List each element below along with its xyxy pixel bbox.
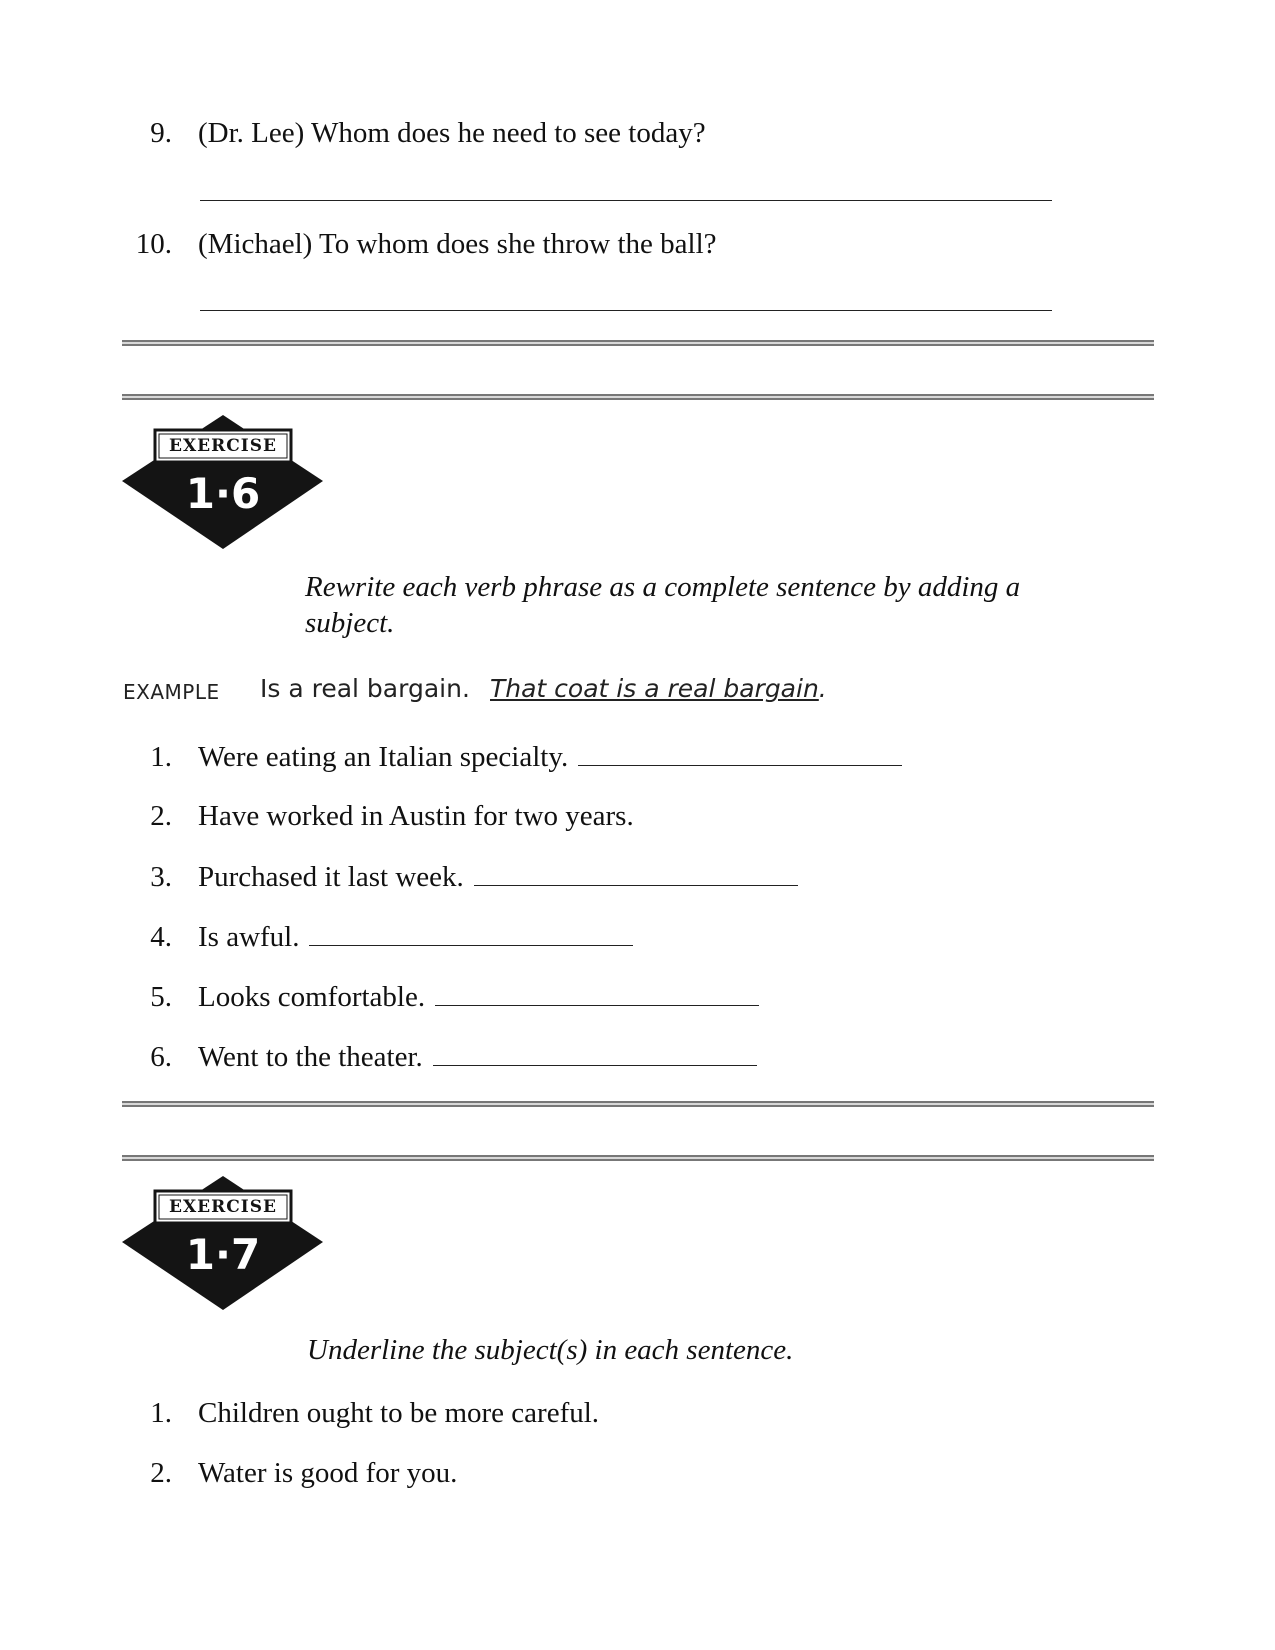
item-text bbox=[198, 921, 633, 954]
item-text bbox=[198, 981, 759, 1014]
item-label: Is awful. bbox=[198, 921, 300, 953]
item-number: 3. bbox=[150, 861, 172, 893]
item-label: Purchased it last week. bbox=[198, 861, 464, 893]
example-label: EXAMPLE bbox=[123, 680, 220, 704]
answer-line[interactable] bbox=[200, 310, 1052, 311]
item-text: Children ought to be more careful. bbox=[198, 1397, 600, 1429]
answer-blank[interactable] bbox=[309, 944, 633, 946]
example-answer-text: That coat is a real bargain bbox=[490, 674, 819, 703]
exercise-label: EXERCISE bbox=[169, 1197, 277, 1217]
exercise-number: 1·7 bbox=[185, 1230, 261, 1279]
item-text bbox=[198, 1041, 757, 1074]
answer-blank[interactable] bbox=[578, 764, 902, 766]
instruction-line: subject. bbox=[305, 607, 395, 639]
answer-line[interactable] bbox=[200, 200, 1052, 201]
example-phrase: Is a real bargain. bbox=[260, 674, 470, 703]
section-divider bbox=[122, 394, 1154, 400]
exercise-label: EXERCISE bbox=[169, 436, 277, 456]
question-number: 10. bbox=[135, 228, 172, 260]
exercise-instruction: Underline the subject(s) in each sentence. bbox=[307, 1334, 794, 1366]
item-text: Water is good for you. bbox=[198, 1457, 458, 1489]
item-number: 5. bbox=[150, 981, 172, 1013]
example-answer-period: . bbox=[818, 674, 827, 703]
item-text bbox=[198, 861, 798, 894]
item-number: 1. bbox=[150, 741, 172, 773]
exercise-badge bbox=[120, 415, 326, 551]
exercise-badge bbox=[120, 1176, 326, 1312]
question-number: 9. bbox=[150, 117, 172, 149]
answer-blank[interactable] bbox=[435, 1004, 759, 1006]
section-divider bbox=[122, 1155, 1154, 1161]
item-number: 2. bbox=[150, 1457, 172, 1489]
section-divider bbox=[122, 1101, 1154, 1107]
answer-blank[interactable] bbox=[433, 1064, 757, 1066]
item-number: 1. bbox=[150, 1397, 172, 1429]
example-answer bbox=[490, 674, 827, 703]
item-number: 4. bbox=[150, 921, 172, 953]
item-number: 2. bbox=[150, 800, 172, 832]
answer-blank[interactable] bbox=[474, 884, 798, 886]
item-label: Went to the theater. bbox=[198, 1041, 423, 1073]
instruction-line: Rewrite each verb phrase as a complete sentence by adding a bbox=[305, 571, 1021, 603]
item-number: 6. bbox=[150, 1041, 172, 1073]
question-text: (Dr. Lee) Whom does he need to see today? bbox=[198, 117, 706, 149]
exercise-number: 1·6 bbox=[185, 469, 261, 518]
exercise-instruction bbox=[305, 569, 1205, 641]
item-label: Looks comfortable. bbox=[198, 981, 426, 1013]
item-text bbox=[198, 741, 902, 774]
item-label: Were eating an Italian specialty. bbox=[198, 741, 569, 773]
item-text: Have worked in Austin for two years. bbox=[198, 800, 634, 832]
question-text: (Michael) To whom does she throw the ball? bbox=[198, 228, 717, 260]
section-divider bbox=[122, 340, 1154, 346]
